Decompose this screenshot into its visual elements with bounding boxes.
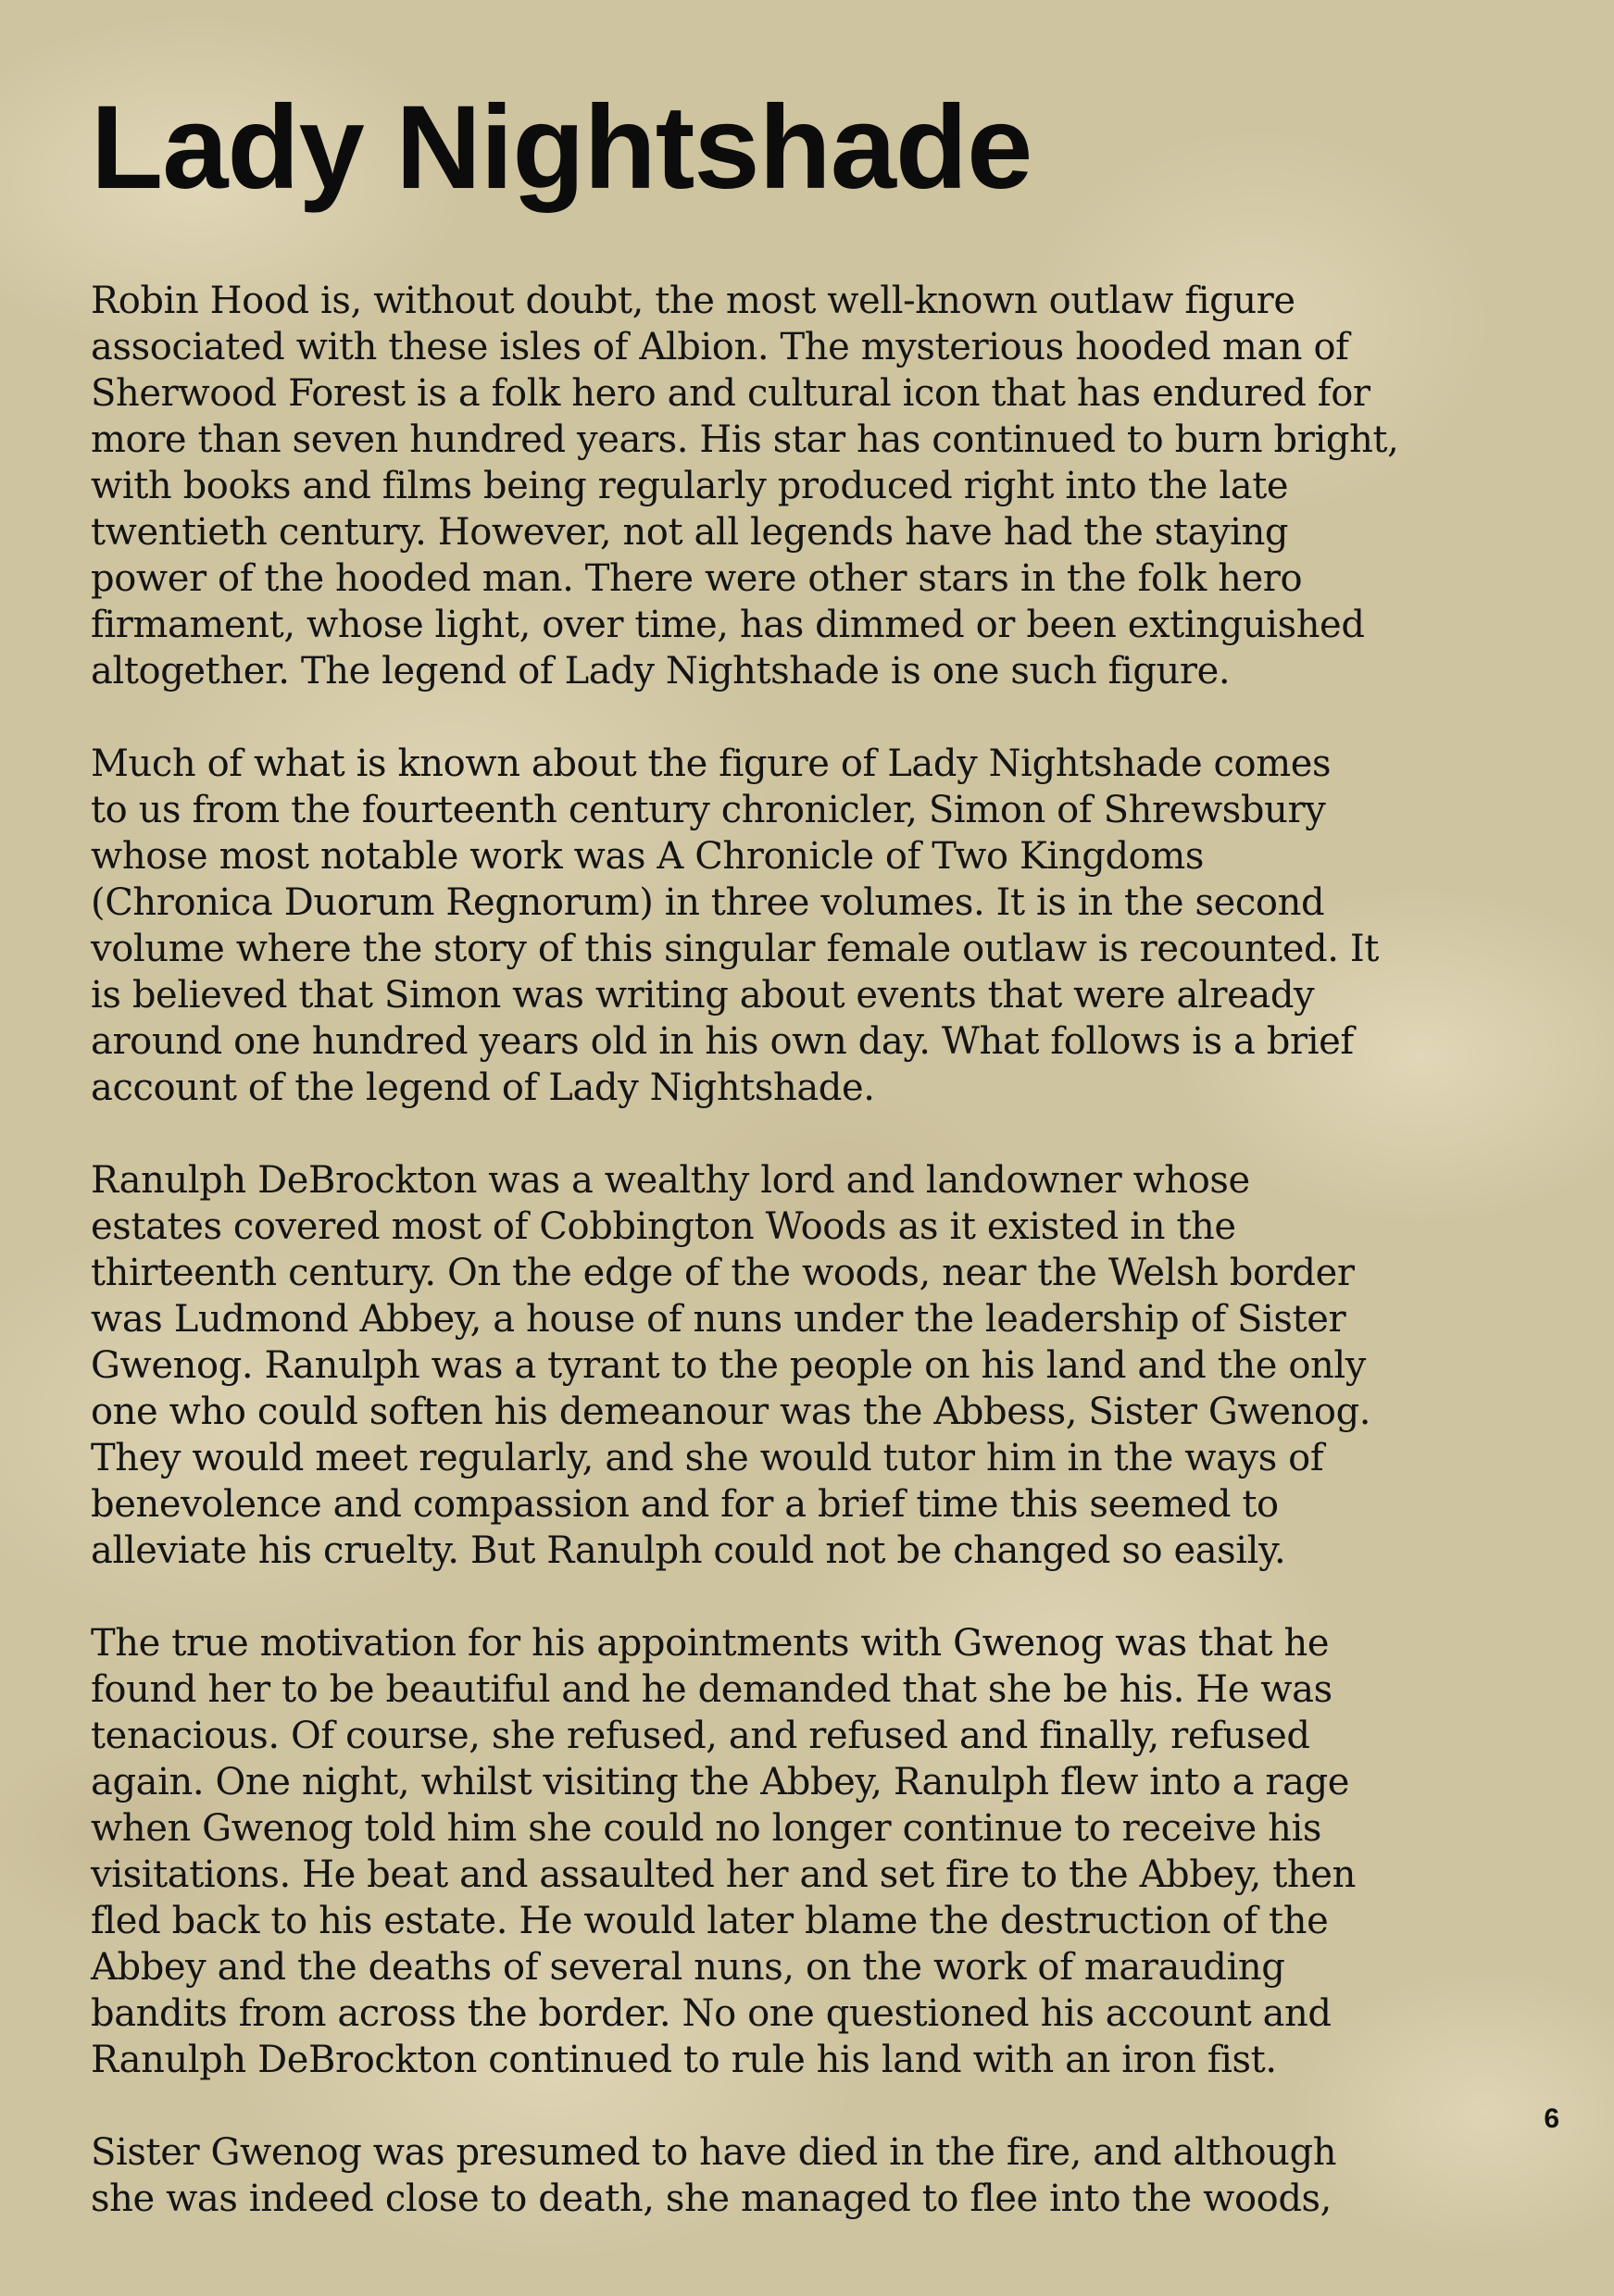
paragraph-5	[91, 2129, 1572, 2222]
text-line: more than seven hundred years. His star has continued to burn bright,	[91, 418, 1399, 461]
text-line: Ranulph DeBrockton continued to rule his land with an iron fist.	[91, 2039, 1277, 2081]
text-line: benevolence and compassion and for a brief time this seemed to	[91, 1483, 1279, 1526]
text-line: fled back to his estate. He would later blame the destruction of the	[91, 1900, 1329, 1942]
text-line: found her to be beautiful and he demanded that she be his. He was	[91, 1668, 1332, 1711]
text-line: firmament, whose light, over time, has dimmed or been extinguished	[91, 604, 1365, 646]
text-line: alleviate his cruelty. But Ranulph could not be changed so easily.	[91, 1529, 1286, 1572]
text-line: Robin Hood is, without doubt, the most well-known outlaw figure	[91, 280, 1295, 322]
text-line: The true motivation for his appointments with Gwenog was that he	[91, 1622, 1330, 1665]
paragraph-1	[91, 278, 1572, 694]
text-line: Sister Gwenog was presumed to have died in the fire, and although	[91, 2131, 1337, 2174]
text-line: volume where the story of this singular female outlaw is recounted. It	[91, 928, 1379, 970]
text-line: altogether. The legend of Lady Nightshade is one such figure.	[91, 650, 1231, 693]
text-line: she was indeed close to death, she managed to flee into the woods,	[91, 2177, 1332, 2220]
text-line: is believed that Simon was writing about events that were already	[91, 974, 1315, 1017]
text-line: associated with these isles of Albion. The mysterious hooded man of	[91, 326, 1349, 368]
text-line: again. One night, whilst visiting the Abbey, Ranulph flew into a rage	[91, 1761, 1350, 1803]
text-line: account of the legend of Lady Nightshade.	[91, 1067, 875, 1109]
text-line: Sherwood Forest is a folk hero and cultural icon that has endured for	[91, 372, 1370, 415]
text-line: was Ludmond Abbey, a house of nuns under the leadership of Sister	[91, 1298, 1346, 1341]
text-line: Gwenog. Ranulph was a tyrant to the people on his land and the only	[91, 1344, 1367, 1387]
text-line: around one hundred years old in his own day. What follows is a brief	[91, 1020, 1354, 1063]
text-line: thirteenth century. On the edge of the woods, near the Welsh border	[91, 1252, 1355, 1294]
text-line: visitations. He beat and assaulted her and set fire to the Abbey, then	[91, 1853, 1356, 1896]
text-line: whose most notable work was A Chronicle of Two Kingdoms	[91, 835, 1204, 878]
text-line: bandits from across the border. No one questioned his account and	[91, 1992, 1332, 2035]
text-line: power of the hooded man. There were other stars in the folk hero	[91, 557, 1303, 600]
paragraph-4	[91, 1620, 1572, 2083]
text-line: one who could soften his demeanour was the Abbess, Sister Gwenog.	[91, 1391, 1371, 1433]
text-line: Much of what is known about the figure of Lady Nightshade comes	[91, 742, 1332, 785]
text-line: with books and films being regularly produced right into the late	[91, 465, 1289, 507]
body-text	[91, 278, 1572, 2268]
text-line: when Gwenog told him she could no longer continue to receive his	[91, 1807, 1322, 1850]
text-line: (Chronica Duorum Regnorum) in three volumes. It is in the second	[91, 881, 1325, 924]
text-line: Abbey and the deaths of several nuns, on the work of marauding	[91, 1946, 1285, 1989]
text-line: twentieth century. However, not all legends have had the staying	[91, 511, 1289, 554]
text-line: They would meet regularly, and she would tutor him in the ways of	[91, 1437, 1324, 1479]
page-number: 6	[1544, 2103, 1559, 2134]
page-title: Lady Nightshade	[91, 81, 1032, 214]
text-line: to us from the fourteenth century chronicler, Simon of Shrewsbury	[91, 789, 1326, 831]
paragraph-2	[91, 741, 1572, 1111]
text-line: tenacious. Of course, she refused, and refused and finally, refused	[91, 1715, 1310, 1757]
page	[91, 0, 1554, 2296]
paragraph-3	[91, 1157, 1572, 1574]
text-line: Ranulph DeBrockton was a wealthy lord and landowner whose	[91, 1159, 1250, 1202]
text-line: estates covered most of Cobbington Woods as it existed in the	[91, 1205, 1236, 1248]
